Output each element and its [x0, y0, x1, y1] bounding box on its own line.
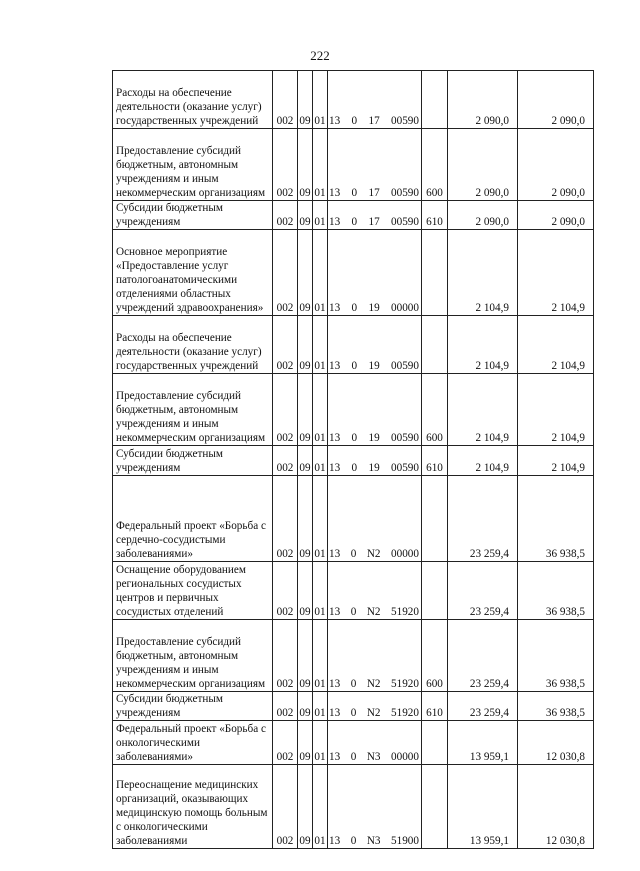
row-name: Оснащение оборудованием региональных сосудистых центров и первичных сосудистых отделений — [113, 562, 273, 620]
ved-code: 002 — [273, 476, 298, 562]
row-name: Субсидии бюджетным учреждениям — [113, 692, 273, 721]
amount-year-2: 36 938,5 — [518, 476, 594, 562]
subsection-code: 01 — [313, 230, 328, 316]
ved-code: 002 — [273, 71, 298, 129]
table-row — [113, 692, 594, 721]
row-name: Предоставление субсидий бюджетным, автономным учреждениям и иным некоммерческим организациям — [113, 374, 273, 446]
ved-code: 002 — [273, 620, 298, 692]
expense-type-code: 600 — [422, 620, 448, 692]
target-article-code: 13 0 19 00590 — [328, 446, 422, 476]
section-code: 09 — [298, 71, 313, 129]
section-code: 09 — [298, 476, 313, 562]
amount-year-1: 2 104,9 — [448, 316, 518, 374]
section-code: 09 — [298, 201, 313, 230]
amount-year-1: 2 090,0 — [448, 71, 518, 129]
target-article-code: 13 0 19 00590 — [328, 316, 422, 374]
amount-year-2: 2 104,9 — [518, 316, 594, 374]
target-article-code: 13 0 17 00590 — [328, 201, 422, 230]
target-article-code: 13 0 17 00590 — [328, 129, 422, 201]
budget-table — [112, 70, 594, 849]
ved-code: 002 — [273, 721, 298, 765]
expense-type-code — [422, 316, 448, 374]
subsection-code: 01 — [313, 446, 328, 476]
amount-year-2: 2 090,0 — [518, 129, 594, 201]
row-name: Субсидии бюджетным учреждениям — [113, 446, 273, 476]
row-name: Расходы на обеспечение деятельности (оказание услуг) государственных учреждений — [113, 71, 273, 129]
target-article-code: 13 0 N3 51900 — [328, 765, 422, 849]
expense-type-code: 600 — [422, 374, 448, 446]
ved-code: 002 — [273, 316, 298, 374]
subsection-code: 01 — [313, 201, 328, 230]
row-name: Субсидии бюджетным учреждениям — [113, 201, 273, 230]
table-row — [113, 765, 594, 849]
amount-year-1: 2 090,0 — [448, 129, 518, 201]
expense-type-code — [422, 765, 448, 849]
amount-year-2: 2 090,0 — [518, 71, 594, 129]
expense-type-code — [422, 71, 448, 129]
amount-year-2: 2 104,9 — [518, 230, 594, 316]
ved-code: 002 — [273, 374, 298, 446]
table-row — [113, 201, 594, 230]
row-name: Предоставление субсидий бюджетным, автономным учреждениям и иным некоммерческим организациям — [113, 620, 273, 692]
page-number: 222 — [310, 48, 330, 63]
ved-code: 002 — [273, 446, 298, 476]
expense-type-code — [422, 721, 448, 765]
table-row — [113, 230, 594, 316]
table-row — [113, 446, 594, 476]
row-name: Основное мероприятие «Предоставление услуг патологоанатомическими отделениями областных учреждений здравоохранения» — [113, 230, 273, 316]
subsection-code: 01 — [313, 562, 328, 620]
target-article-code: 13 0 N2 00000 — [328, 476, 422, 562]
table-row — [113, 476, 594, 562]
table-row — [113, 374, 594, 446]
section-code: 09 — [298, 374, 313, 446]
target-article-code: 13 0 N2 51920 — [328, 692, 422, 721]
amount-year-1: 2 104,9 — [448, 374, 518, 446]
amount-year-2: 12 030,8 — [518, 765, 594, 849]
amount-year-2: 2 090,0 — [518, 201, 594, 230]
ved-code: 002 — [273, 230, 298, 316]
amount-year-1: 2 104,9 — [448, 230, 518, 316]
amount-year-1: 2 104,9 — [448, 446, 518, 476]
expense-type-code — [422, 562, 448, 620]
section-code: 09 — [298, 721, 313, 765]
section-code: 09 — [298, 562, 313, 620]
amount-year-2: 2 104,9 — [518, 446, 594, 476]
amount-year-1: 23 259,4 — [448, 476, 518, 562]
ved-code: 002 — [273, 765, 298, 849]
table-row — [113, 620, 594, 692]
expense-type-code: 600 — [422, 129, 448, 201]
expense-type-code: 610 — [422, 446, 448, 476]
subsection-code: 01 — [313, 765, 328, 849]
target-article-code: 13 0 N3 00000 — [328, 721, 422, 765]
section-code: 09 — [298, 316, 313, 374]
section-code: 09 — [298, 446, 313, 476]
row-name: Переоснащение медицинских организаций, оказывающих медицинскую помощь больным с онкологическими заболеваниями — [113, 765, 273, 849]
section-code: 09 — [298, 692, 313, 721]
row-name: Расходы на обеспечение деятельности (оказание услуг) государственных учреждений — [113, 316, 273, 374]
amount-year-1: 23 259,4 — [448, 620, 518, 692]
ved-code: 002 — [273, 562, 298, 620]
amount-year-1: 23 259,4 — [448, 692, 518, 721]
subsection-code: 01 — [313, 129, 328, 201]
row-name: Предоставление субсидий бюджетным, автономным учреждениям и иным некоммерческим организациям — [113, 129, 273, 201]
row-name: Федеральный проект «Борьба с сердечно-сосудистыми заболеваниями» — [113, 476, 273, 562]
amount-year-1: 23 259,4 — [448, 562, 518, 620]
row-name: Федеральный проект «Борьба с онкологическими заболеваниями» — [113, 721, 273, 765]
subsection-code: 01 — [313, 620, 328, 692]
ved-code: 002 — [273, 692, 298, 721]
target-article-code: 13 0 19 00590 — [328, 374, 422, 446]
amount-year-1: 13 959,1 — [448, 721, 518, 765]
table-row — [113, 316, 594, 374]
expense-type-code — [422, 230, 448, 316]
subsection-code: 01 — [313, 692, 328, 721]
section-code: 09 — [298, 765, 313, 849]
table-row — [113, 129, 594, 201]
amount-year-2: 12 030,8 — [518, 721, 594, 765]
section-code: 09 — [298, 230, 313, 316]
ved-code: 002 — [273, 129, 298, 201]
ved-code: 002 — [273, 201, 298, 230]
subsection-code: 01 — [313, 374, 328, 446]
table-row — [113, 562, 594, 620]
amount-year-2: 36 938,5 — [518, 692, 594, 721]
amount-year-2: 2 104,9 — [518, 374, 594, 446]
target-article-code: 13 0 17 00590 — [328, 71, 422, 129]
amount-year-2: 36 938,5 — [518, 562, 594, 620]
subsection-code: 01 — [313, 721, 328, 765]
table-row — [113, 721, 594, 765]
expense-type-code: 610 — [422, 201, 448, 230]
amount-year-1: 13 959,1 — [448, 765, 518, 849]
subsection-code: 01 — [313, 476, 328, 562]
expense-type-code: 610 — [422, 692, 448, 721]
section-code: 09 — [298, 620, 313, 692]
subsection-code: 01 — [313, 316, 328, 374]
amount-year-1: 2 090,0 — [448, 201, 518, 230]
subsection-code: 01 — [313, 71, 328, 129]
expense-type-code — [422, 476, 448, 562]
section-code: 09 — [298, 129, 313, 201]
table-row — [113, 71, 594, 129]
target-article-code: 13 0 N2 51920 — [328, 620, 422, 692]
target-article-code: 13 0 N2 51920 — [328, 562, 422, 620]
target-article-code: 13 0 19 00000 — [328, 230, 422, 316]
amount-year-2: 36 938,5 — [518, 620, 594, 692]
